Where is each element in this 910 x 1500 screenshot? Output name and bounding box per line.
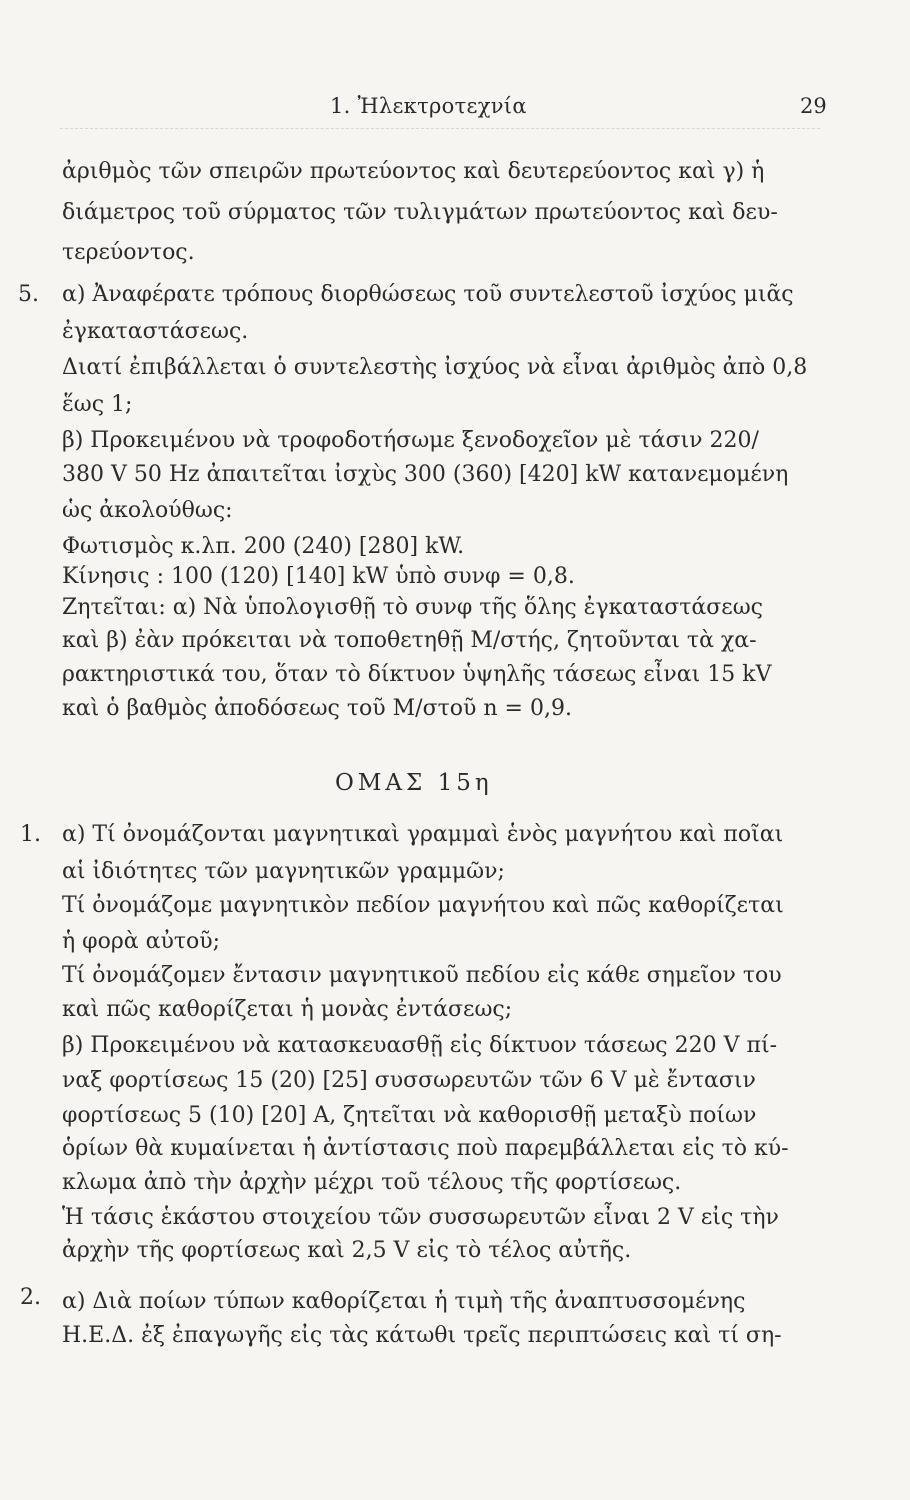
text-line: Η.Ε.Δ. ἐξ ἐπαγωγῆς εἰς τὰς κάτωθι τρεῖς περιπτώσεις καὶ τί ση- [62,1323,782,1348]
text-line: κλωμα ἀπὸ τὴν ἀρχὴν μέχρι τοῦ τέλους τῆς φορτίσεως. [62,1170,682,1195]
page-header [0,90,910,130]
section-title: ΟΜΑΣ 15η [335,770,493,796]
text-line: ἀριθμὸς τῶν σπειρῶν πρωτεύοντος καὶ δευτερεύοντος καὶ γ) ἡ [62,159,765,184]
question-number: 2. [20,1285,41,1310]
text-line: Κίνησις : 100 (120) [140] kW ὑπὸ συνφ = 0,8. [62,564,575,589]
text-line: διάμετρος τοῦ σύρματος τῶν τυλιγμάτων πρωτεύοντος καὶ δευ- [62,200,778,225]
text-line: καὶ πῶς καθορίζεται ἡ μονὰς ἐντάσεως; [62,997,513,1022]
text-line: α) Διὰ ποίων τύπων καθορίζεται ἡ τιμὴ τῆς ἀναπτυσσομένης [62,1289,746,1314]
page-number: 29 [800,94,827,118]
text-line: Τί ὀνομάζομε μαγνητικὸν πεδίον μαγνήτου καὶ πῶς καθορίζεται [62,893,784,918]
text-line: β) Προκειμένου νὰ τροφοδοτήσωμε ξενοδοχεῖον μὲ τάσιν 220/ [62,428,759,453]
text-line: 380 V 50 Hz ἀπαιτεῖται ἰσχὺς 300 (360) [420] kW κατανεμομένη [62,462,789,487]
text-line: Τί ὀνομάζομεν ἔντασιν μαγνητικοῦ πεδίου εἰς κάθε σημεῖον του [62,963,782,988]
text-line: Φωτισμὸς κ.λπ. 200 (240) [280] kW. [62,534,465,559]
text-line: ναξ φορτίσεως 15 (20) [25] συσσωρευτῶν τῶν 6 V μὲ ἔντασιν [62,1068,756,1093]
text-line: ἕως 1; [62,392,133,417]
question-number: 5. [18,282,39,307]
text-line: ὡς ἀκολούθως: [62,498,233,523]
text-line: φορτίσεως 5 (10) [20] Α, ζητεῖται νὰ καθορισθῇ μεταξὺ ποίων [62,1103,757,1128]
text-line: Ζητεῖται: α) Νὰ ὑπολογισθῇ τὸ συνφ τῆς ὅλης ἐγκαταστάσεως [62,595,763,620]
text-line: Διατί ἐπιβάλλεται ὁ συντελεστὴς ἰσχύος νὰ εἶναι ἀριθμὸς ἀπὸ 0,8 [62,355,808,380]
text-line: ἡ φορὰ αὐτοῦ; [62,929,221,954]
text-line: ὁρίων θὰ κυμαίνεται ἡ ἀντίστασις ποὺ παρεμβάλλεται εἰς τὸ κύ- [62,1136,789,1161]
text-line: καὶ β) ἐὰν πρόκειται νὰ τοποθετηθῇ Μ/στής, ζητοῦνται τὰ χα- [62,628,757,653]
text-line: Ἡ τάσις ἑκάστου στοιχείου τῶν συσσωρευτῶν εἶναι 2 V εἰς τὴν [62,1205,779,1230]
text-line: τερεύοντος. [62,240,195,265]
text-line: ἐγκαταστάσεως. [62,319,249,344]
running-title: 1. Ἠλεκτροτεχνία [330,94,527,118]
header-rule [60,128,820,129]
text-line: αἱ ἰδιότητες τῶν μαγνητικῶν γραμμῶν; [62,859,505,884]
text-line: ἀρχὴν τῆς φορτίσεως καὶ 2,5 V εἰς τὸ τέλος αὐτῆς. [62,1238,632,1263]
text-line: ρακτηριστικά του, ὅταν τὸ δίκτυον ὑψηλῆς τάσεως εἶναι 15 kV [62,662,772,687]
question-number: 1. [20,822,41,847]
text-line: β) Προκειμένου νὰ κατασκευασθῇ εἰς δίκτυον τάσεως 220 V πί- [62,1033,777,1058]
text-line: α) Τί ὀνομάζονται μαγνητικαὶ γραμμαὶ ἑνὸς μαγνήτου καὶ ποῖαι [62,822,784,847]
text-line: καὶ ὁ βαθμὸς ἀποδόσεως τοῦ Μ/στοῦ n = 0,9. [62,696,572,721]
text-line: α) Ἀναφέρατε τρόπους διορθώσεως τοῦ συντελεστοῦ ἰσχύος μιᾶς [62,282,794,307]
